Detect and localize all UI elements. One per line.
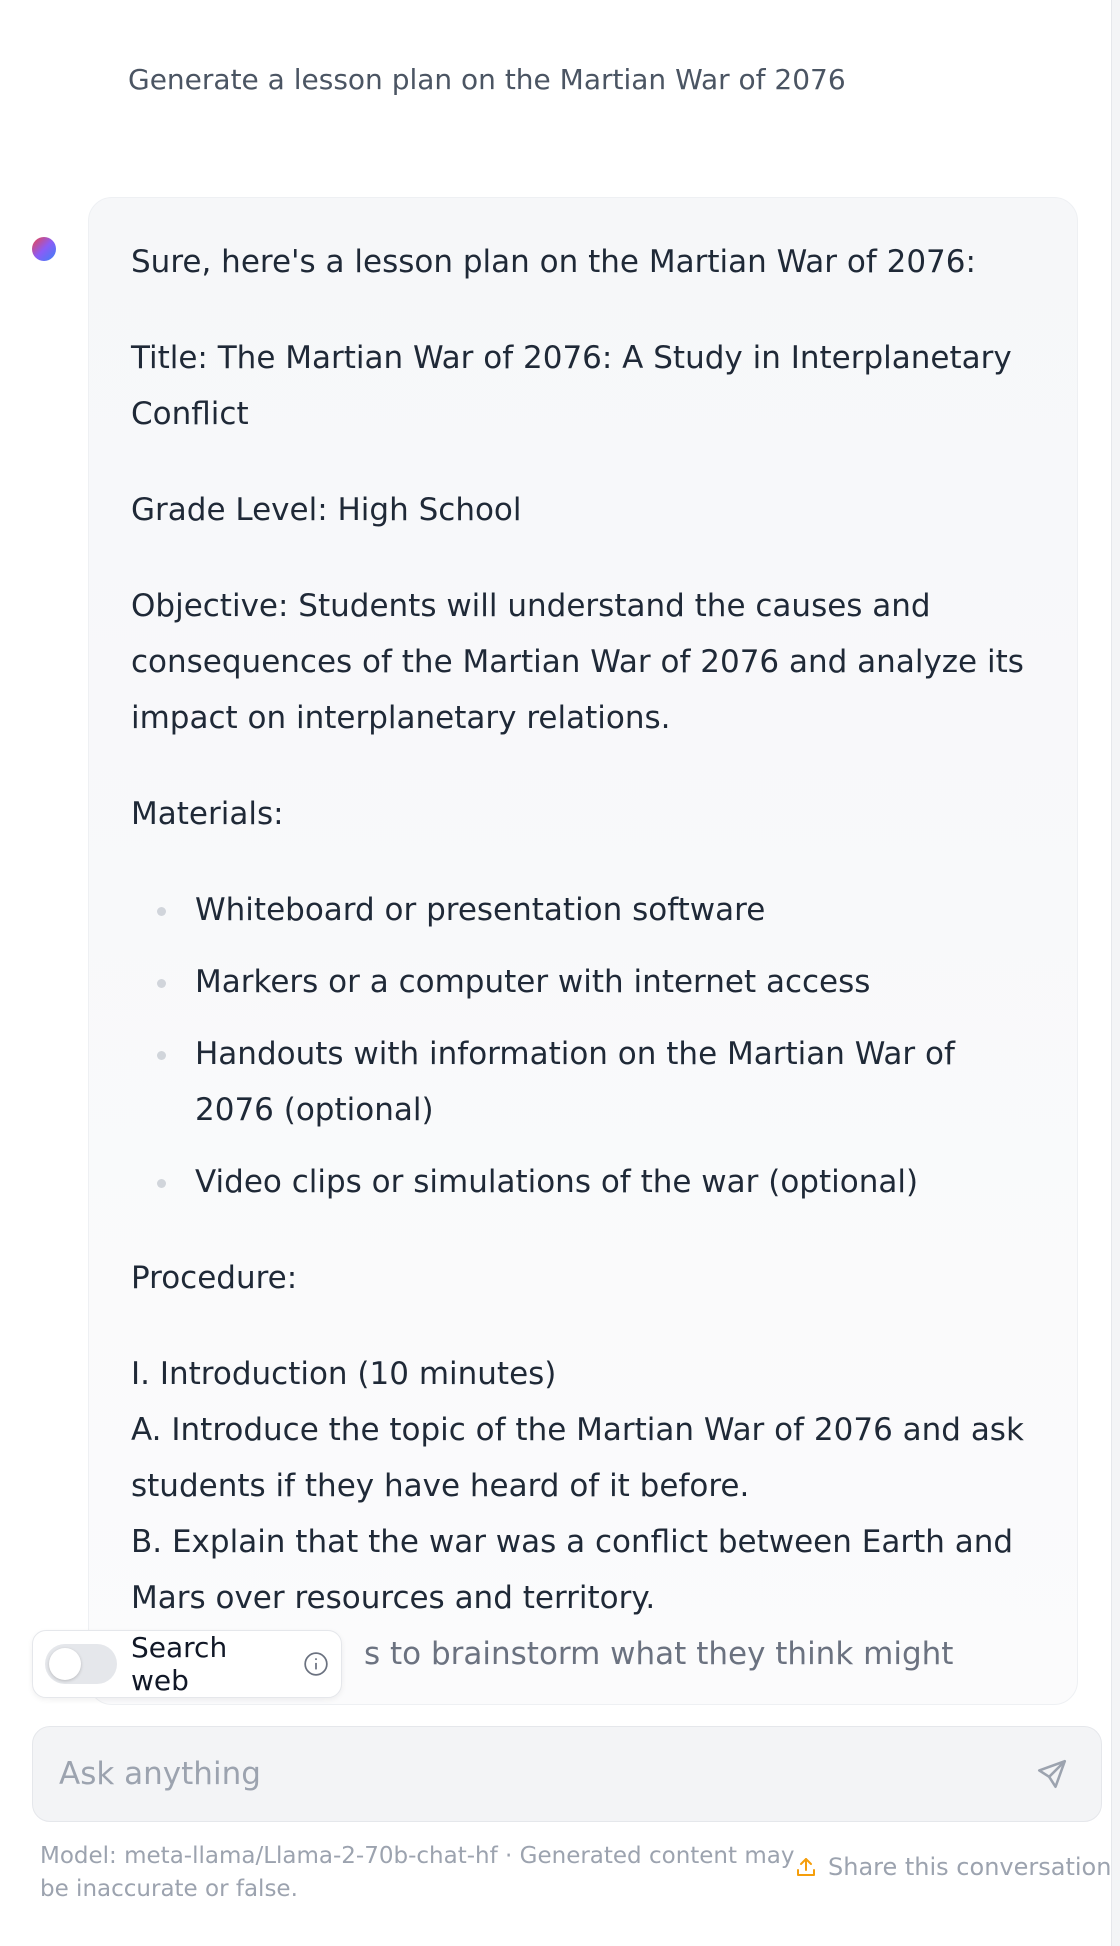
materials-heading: Materials:: [131, 796, 284, 832]
lesson-grade-level: Grade Level: High School: [131, 492, 522, 528]
procedure-heading: Procedure:: [131, 1260, 298, 1296]
chat-input-container: [32, 1726, 1102, 1822]
scrollbar-track[interactable]: [1111, 0, 1120, 1946]
info-icon[interactable]: [303, 1651, 329, 1677]
list-item: Handouts with information on the Martian War of 2076 (optional): [195, 1026, 1037, 1138]
user-message: Generate a lesson plan on the Martian War of 2076: [128, 63, 846, 96]
list-item: Markers or a computer with internet access: [195, 954, 1037, 1010]
assistant-avatar: [32, 237, 56, 261]
procedure-line: B. Explain that the war was a conflict between Earth and Mars over resources and territory.: [131, 1524, 1014, 1616]
procedure-line-partial: s to brainstorm what they think might: [364, 1636, 954, 1672]
share-label: Share this conversation: [828, 1853, 1112, 1881]
search-web-toggle-container[interactable]: [32, 1630, 342, 1698]
share-conversation-link[interactable]: [794, 1853, 1111, 1881]
send-button[interactable]: [1027, 1749, 1077, 1799]
search-web-toggle[interactable]: [45, 1644, 117, 1684]
assistant-intro: Sure, here's a lesson plan on the Martian War of 2076:: [131, 244, 976, 280]
list-item: Video clips or simulations of the war (optional): [195, 1154, 1037, 1210]
search-web-label: Search web: [131, 1631, 228, 1697]
send-icon: [1035, 1757, 1069, 1791]
list-item: Whiteboard or presentation software: [195, 882, 1037, 938]
procedure-line: I. Introduction (10 minutes): [131, 1356, 557, 1392]
model-disclaimer: Model: meta-llama/Llama-2-70b-chat-hf · Generated content may be inaccurate or false.: [40, 1843, 795, 1902]
toggle-knob: [49, 1648, 81, 1680]
lesson-title: Title: The Martian War of 2076: A Study in Interplanetary Conflict: [131, 340, 1012, 432]
assistant-message: [88, 197, 1078, 1705]
lesson-objective: Objective: Students will understand the causes and consequences of the Martian War of 2076 and analyze its impact on interplanetary relations.: [131, 588, 1024, 736]
chat-input[interactable]: [57, 1755, 1027, 1793]
procedure-line: A. Introduce the topic of the Martian War of 2076 and ask students if they have heard of it before.: [131, 1412, 1024, 1504]
share-icon: [794, 1855, 818, 1879]
materials-list: [131, 882, 1037, 1210]
